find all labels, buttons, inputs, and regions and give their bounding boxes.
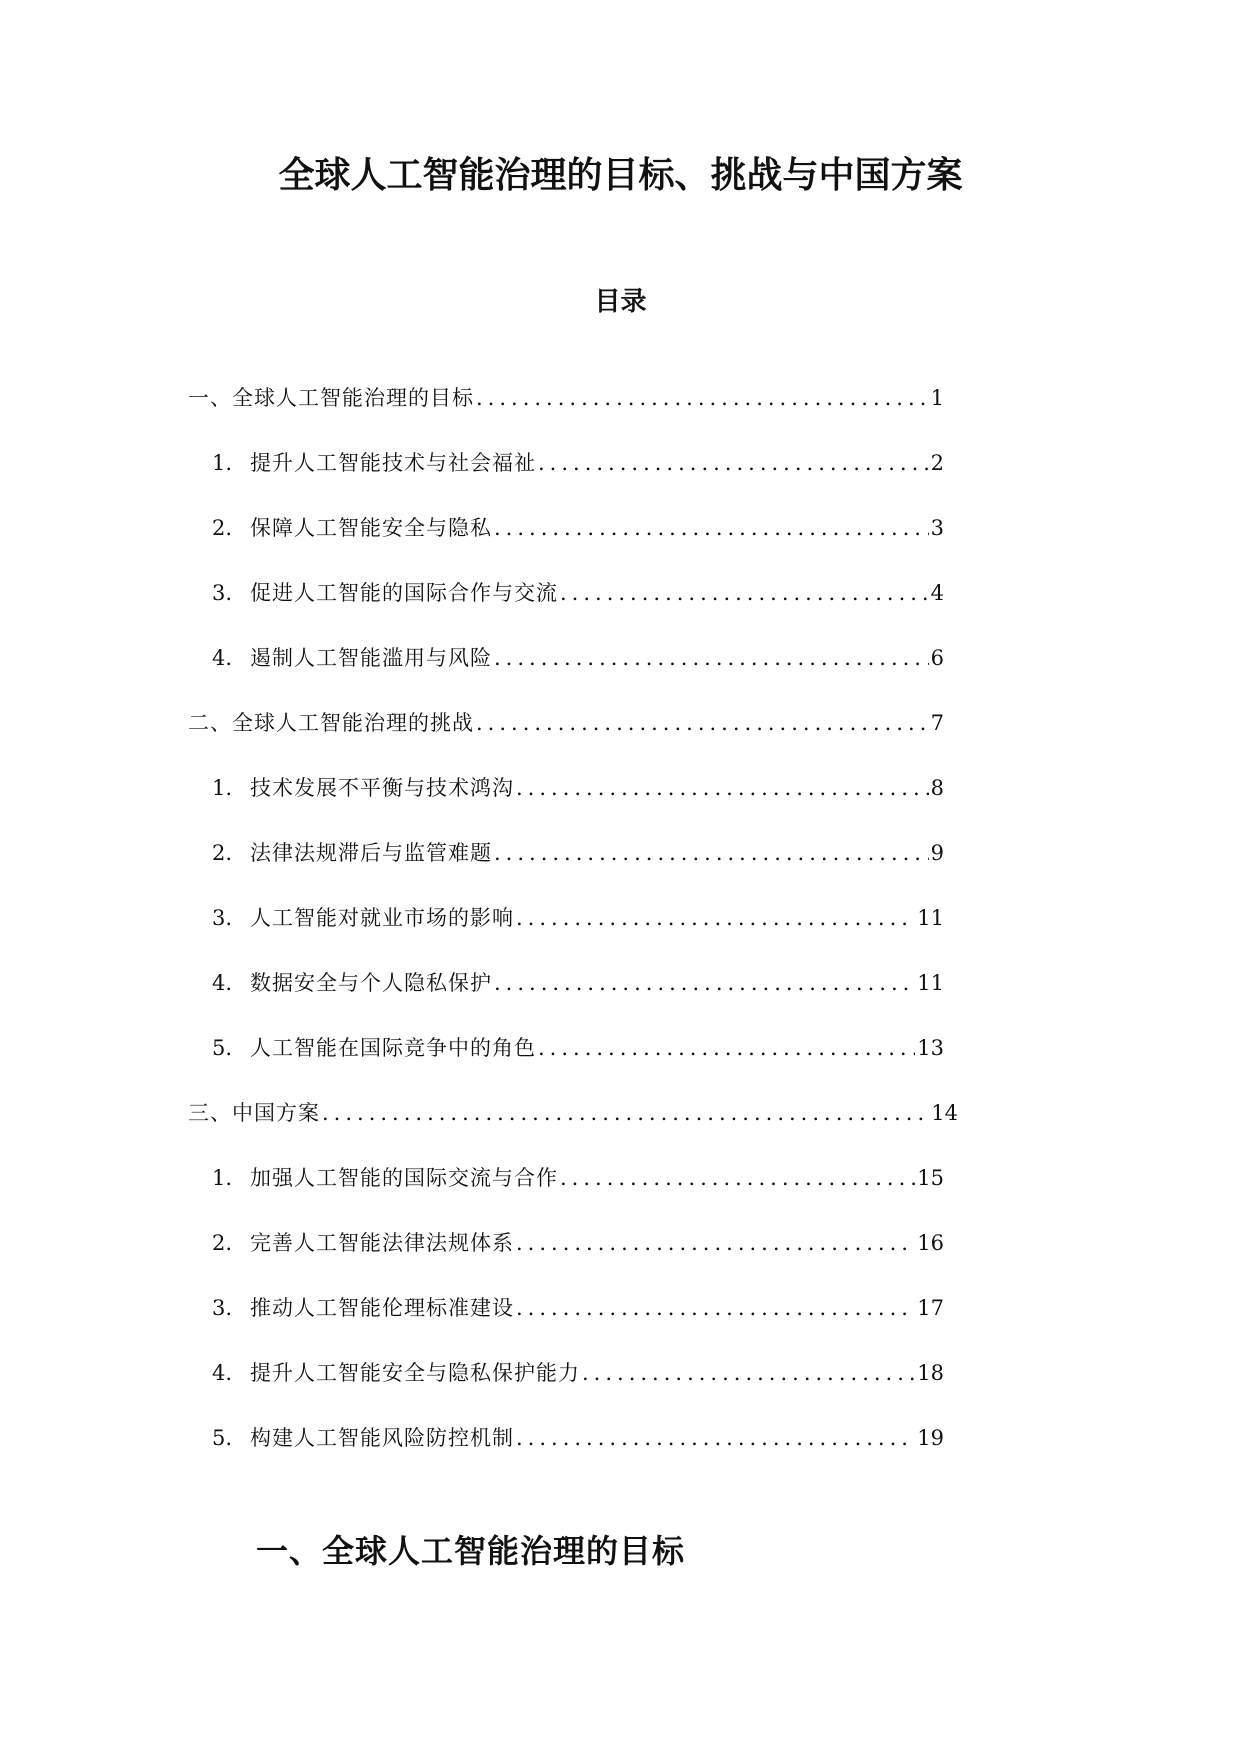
toc-page-number: 15	[917, 1166, 944, 1190]
toc-page-number: 4	[930, 581, 944, 605]
toc-entry[interactable]	[0, 1229, 944, 1294]
toc-entry[interactable]	[0, 579, 944, 644]
toc-entry[interactable]	[0, 969, 944, 1034]
document-title: 全球人工智能治理的目标、挑战与中国方案	[278, 154, 963, 196]
toc-entry-number: 5.	[212, 1036, 233, 1060]
toc-entry[interactable]	[0, 514, 944, 579]
toc-entry[interactable]	[0, 1099, 958, 1164]
toc-page-number: 13	[917, 1036, 944, 1060]
toc-entry-label: 提升人工智能安全与隐私保护能力	[250, 1361, 580, 1385]
toc-dot-leader	[516, 1294, 915, 1322]
toc-entry-number: 3.	[212, 581, 233, 605]
toc-page-number: 7	[930, 711, 944, 735]
toc-dot-leader	[560, 579, 929, 607]
toc-dot-leader	[560, 1164, 915, 1192]
toc-entry-number: 4.	[212, 971, 233, 995]
toc-page-number: 8	[930, 776, 944, 800]
toc-entry-label: 数据安全与个人隐私保护	[250, 971, 492, 995]
toc-entry-number: 1.	[212, 451, 233, 475]
toc-dot-leader	[494, 969, 915, 997]
toc-entry-label: 法律法规滞后与监管难题	[250, 841, 492, 865]
toc-entry-number: 3.	[212, 1296, 233, 1320]
toc-page-number: 18	[917, 1361, 944, 1385]
toc-page-number: 17	[917, 1296, 944, 1320]
toc-entry[interactable]	[0, 709, 944, 774]
toc-entry-label: 二、全球人工智能治理的挑战	[188, 711, 474, 735]
toc-entry-number: 1.	[212, 776, 233, 800]
toc-entry-label: 促进人工智能的国际合作与交流	[250, 581, 558, 605]
toc-entry[interactable]	[0, 449, 944, 514]
toc-entry[interactable]	[0, 1164, 944, 1229]
toc-page-number: 9	[930, 841, 944, 865]
toc-page-number: 2	[930, 451, 944, 475]
toc-page-number: 16	[917, 1231, 944, 1255]
toc-entry-label: 技术发展不平衡与技术鸿沟	[250, 776, 514, 800]
toc-page-number: 11	[917, 971, 944, 995]
toc-entry-number: 3.	[212, 906, 233, 930]
toc-entry-label: 人工智能在国际竞争中的角色	[250, 1036, 536, 1060]
toc-dot-leader	[516, 1424, 915, 1452]
toc-page-number: 1	[930, 386, 944, 410]
toc-entry-label: 保障人工智能安全与隐私	[250, 516, 492, 540]
toc-entry-label: 完善人工智能法律法规体系	[250, 1231, 514, 1255]
toc-entry-number: 4.	[212, 646, 233, 670]
section-heading: 一、全球人工智能治理的目标	[256, 1532, 686, 1570]
toc-page-number: 6	[930, 646, 944, 670]
toc-entry-label: 三、中国方案	[188, 1101, 320, 1125]
toc-entry-label: 人工智能对就业市场的影响	[250, 906, 514, 930]
toc-entry[interactable]	[0, 904, 944, 969]
toc-page-number: 3	[930, 516, 944, 540]
toc-entry-label: 加强人工智能的国际交流与合作	[250, 1166, 558, 1190]
toc-dot-leader	[516, 774, 929, 802]
toc-entry-number: 5.	[212, 1426, 233, 1450]
toc-entry-number: 2.	[212, 516, 233, 540]
toc-dot-leader	[538, 1034, 915, 1062]
toc-entry[interactable]	[0, 1294, 944, 1359]
toc-entry-label: 一、全球人工智能治理的目标	[188, 386, 474, 410]
toc-entry-number: 1.	[212, 1166, 233, 1190]
toc-dot-leader	[494, 839, 929, 867]
toc-entry[interactable]	[0, 1359, 944, 1424]
toc-entry[interactable]	[0, 1424, 944, 1489]
toc-entry-label: 遏制人工智能滥用与风险	[250, 646, 492, 670]
toc-entry-number: 2.	[212, 1231, 233, 1255]
toc-dot-leader	[476, 384, 929, 412]
toc-entry-label: 构建人工智能风险防控机制	[250, 1426, 514, 1450]
toc-entry-label: 推动人工智能伦理标准建设	[250, 1296, 514, 1320]
toc-page-number: 11	[917, 906, 944, 930]
toc-dot-leader	[322, 1099, 929, 1127]
toc-dot-leader	[582, 1359, 915, 1387]
toc-entry[interactable]	[0, 644, 944, 709]
table-of-contents	[0, 384, 1241, 1489]
toc-entry[interactable]	[0, 384, 944, 449]
toc-dot-leader	[494, 644, 929, 672]
toc-entry[interactable]	[0, 839, 944, 904]
toc-entry[interactable]	[0, 1034, 944, 1099]
toc-dot-leader	[516, 904, 915, 932]
toc-dot-leader	[476, 709, 929, 737]
toc-dot-leader	[494, 514, 929, 542]
toc-entry-number: 4.	[212, 1361, 233, 1385]
toc-page-number: 14	[931, 1101, 958, 1125]
toc-dot-leader	[538, 449, 929, 477]
toc-dot-leader	[516, 1229, 915, 1257]
toc-page-number: 19	[917, 1426, 944, 1450]
toc-entry[interactable]	[0, 774, 944, 839]
toc-entry-label: 提升人工智能技术与社会福祉	[250, 451, 536, 475]
toc-entry-number: 2.	[212, 841, 233, 865]
toc-heading: 目录	[594, 287, 647, 317]
